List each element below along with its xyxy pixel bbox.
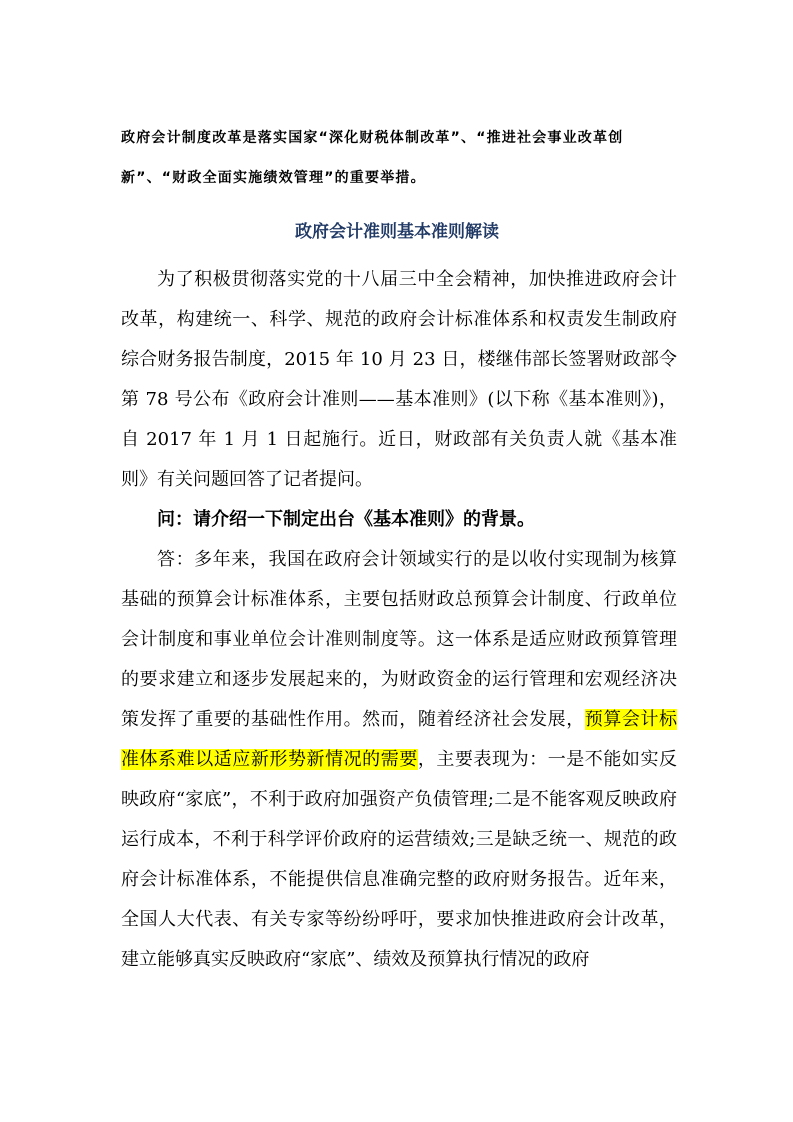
answer-paragraph (121, 540, 677, 980)
intro-paragraph: 为了积极贯彻落实党的十八届三中全会精神，加快推进政府会计改革，构建统一、科学、规范的政府会计标准体系和权责发生制政府综合财务报告制度，2015 年 10 月 23 日，楼继伟部长签署财政部令第 78 号公布《政府会计准则——基本准则》(以下称《基本准则》)，自 2017 年 1 月 1 日起施行。近日，财政部有关负责人就《基本准则》有关问题回答了记者提问。 (121, 269, 677, 490)
lead-paragraph: 政府会计制度改革是落实国家“深化财税体制改革”、“推进社会事业改革创新”、“财政全面实施绩效管理”的重要举措。 (121, 130, 624, 186)
answer-text-before-highlight: 答：多年来，我国在政府会计领域实行的是以收付实现制为核算基础的预算会计标准体系，主要包括财政总预算会计制度、行政单位会计制度和事业单位会计准则制度等。这一体系是适应财政预算管理的要求建立和逐步发展起来的，为财政资金的运行管理和宏观经济决策发挥了重要的基础性作用。然而，随着经济社会发展， (121, 549, 677, 730)
question-paragraph: 问：请介绍一下制定出台《基本准则》的背景。 (157, 509, 535, 530)
highlighted-text: 预算会计标准体系难以适应新形势新情况的需要 (121, 709, 678, 770)
document-body (121, 260, 677, 980)
document-title: 政府会计准则基本准则解读 (295, 222, 499, 242)
answer-text-after-highlight: ，主要表现为：一是不能如实反映政府“家底”，不利于政府加强资产负债管理;二是不能客观反映政府运行成本，不利于科学评价政府的运营绩效;三是缺乏统一、规范的政府会计标准体系，不能提供信息准确完整的政府财务报告。近年来，全国人大代表、有关专家等纷纷呼吁，要求加快推进政府会计改革，建立能够真实反映政府“家底”、绩效及预算执行情况的政府 (121, 749, 677, 970)
